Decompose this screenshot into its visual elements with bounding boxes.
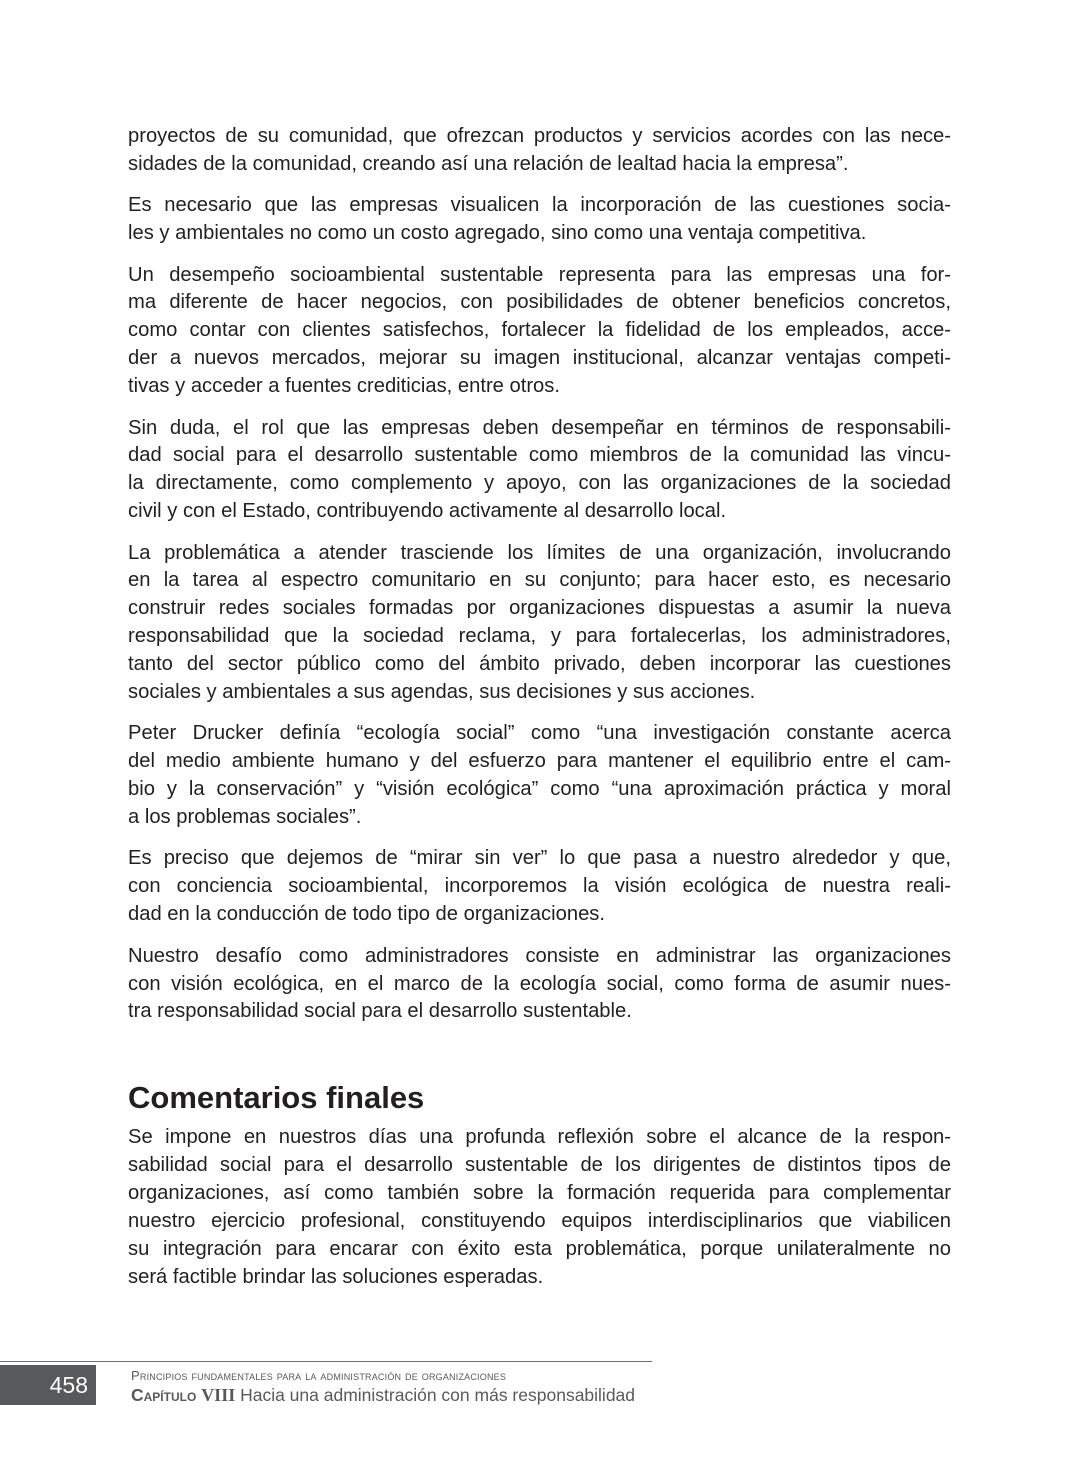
text-line: sociales y ambientales a sus agendas, sus decisiones y sus acciones. xyxy=(128,681,756,704)
text-line: será factible brindar las soluciones esperadas. xyxy=(128,1265,544,1288)
text-line: en la tarea al espectro comunitario en su conjunto; para hacer esto, es necesario xyxy=(128,569,951,592)
body-text-after xyxy=(128,1124,951,1291)
paragraph xyxy=(128,845,951,929)
text-line: Peter Drucker definía “ecología social” como “una investigación constante acerca xyxy=(128,722,951,745)
footer-divider xyxy=(0,1361,652,1362)
text-line: tra responsabilidad social para el desarrollo sustentable. xyxy=(128,1000,632,1023)
running-footer xyxy=(131,1368,635,1406)
chapter-line xyxy=(131,1384,635,1406)
chapter-title: Hacia una administración con más responsabilidad xyxy=(240,1385,636,1405)
text-line: construir redes sociales formadas por organizaciones dispuestas a asumir la nueva xyxy=(128,597,951,620)
page-content xyxy=(128,123,951,1305)
text-line: del medio ambiente humano y del esfuerzo para mantener el equilibrio entre el cam- xyxy=(128,750,951,773)
text-line: organizaciones, así como también sobre la formación requerida para complementar xyxy=(128,1182,951,1205)
paragraph xyxy=(128,943,951,1027)
paragraph xyxy=(128,123,951,179)
paragraph xyxy=(128,262,951,401)
text-line: bio y la conservación” y “visión ecológica” como “una aproximación práctica y moral xyxy=(128,778,951,801)
text-line: ma diferente de hacer negocios, con posibilidades de obtener beneficios concretos, xyxy=(128,291,951,314)
text-line: Nuestro desafío como administradores consiste en administrar las organizaciones xyxy=(128,944,951,967)
text-line: tanto del sector público como del ámbito privado, deben incorporar las cuestiones xyxy=(128,653,951,676)
text-line: Es necesario que las empresas visualicen la incorporación de las cuestiones socia- xyxy=(128,194,951,217)
paragraph xyxy=(128,540,951,707)
text-line: como contar con clientes satisfechos, fortalecer la fidelidad de los empleados, acce- xyxy=(128,319,951,342)
text-line: responsabilidad que la sociedad reclama, y para fortalecerlas, los administradores, xyxy=(128,625,951,648)
text-line: con visión ecológica, en el marco de la ecología social, como forma de asumir nues- xyxy=(128,972,951,995)
text-line: nuestro ejercicio profesional, constituyendo equipos interdisciplinarios que viabilicen xyxy=(128,1210,951,1232)
chapter-number: VIII xyxy=(201,1385,236,1405)
text-line: Se impone en nuestros días una profunda reflexión sobre el alcance de la respon- xyxy=(128,1126,951,1149)
text-line: su integración para encarar con éxito esta problemática, porque unilateralmente no xyxy=(128,1237,951,1260)
text-line: la directamente, como complemento y apoyo, con las organizaciones de la sociedad xyxy=(128,472,951,495)
body-text-before xyxy=(128,123,951,1026)
paragraph xyxy=(128,720,951,832)
text-line: civil y con el Estado, contribuyendo activamente al desarrollo local. xyxy=(128,500,727,523)
text-line: tivas y acceder a fuentes crediticias, entre otros. xyxy=(128,375,560,398)
text-line: sabilidad social para el desarrollo sustentable de los dirigentes de distintos tipos de xyxy=(128,1154,951,1177)
text-line: proyectos de su comunidad, que ofrezcan productos y servicios acordes con las nece- xyxy=(128,125,951,147)
paragraph xyxy=(128,1124,951,1291)
text-line: La problemática a atender trasciende los límites de una organización, involucrando xyxy=(128,541,951,564)
section-heading: Comentarios finales xyxy=(128,1080,425,1116)
text-line: Es preciso que dejemos de “mirar sin ver” lo que pasa a nuestro alrededor y que, xyxy=(128,847,951,870)
text-line: dad en la conducción de todo tipo de organizaciones. xyxy=(128,903,605,926)
chapter-label: Capítulo xyxy=(131,1385,197,1405)
text-line: der a nuevos mercados, mejorar su imagen institucional, alcanzar ventajas competi- xyxy=(128,347,951,370)
text-line: les y ambientales no como un costo agregado, sino como una ventaja competitiva. xyxy=(128,222,867,245)
text-line: Un desempeño socioambiental sustentable representa para las empresas una for- xyxy=(128,263,951,286)
paragraph xyxy=(128,192,951,248)
text-line: Sin duda, el rol que las empresas deben desempeñar en términos de responsabili- xyxy=(128,416,951,439)
text-line: a los problemas sociales”. xyxy=(128,806,362,829)
book-title: Principios fundamentales para la administración de organizaciones xyxy=(131,1368,507,1383)
paragraph xyxy=(128,415,951,527)
text-line: sidades de la comunidad, creando así una relación de lealtad hacia la empresa”. xyxy=(128,152,849,175)
page-number: 458 xyxy=(0,1365,96,1405)
text-line: dad social para el desarrollo sustentable como miembros de la comunidad las vincu- xyxy=(128,444,951,467)
text-line: con conciencia socioambiental, incorporemos la visión ecológica de nuestra reali- xyxy=(128,875,951,898)
